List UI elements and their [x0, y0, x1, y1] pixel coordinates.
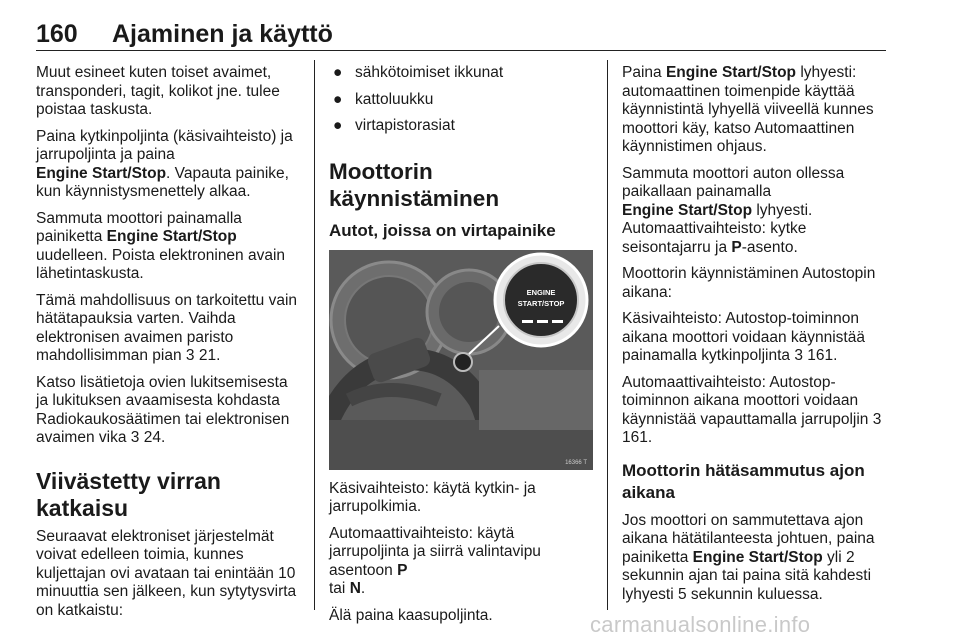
- paragraph: Paina Engine Start/Stop lyhyesti: automaattinen toimenpide käyttää käynnistintä lyhyellä viiveellä kunnes moottori käy, katso Automaattinen käynnistimen ohjaus.: [622, 64, 874, 155]
- dashboard-illustration: [329, 250, 593, 470]
- list-item: ● virtapistorasiat: [333, 117, 455, 134]
- section-heading: Viivästetty virran katkaisu: [36, 467, 221, 521]
- paragraph: Sammuta moottori auton ollessa paikallaan painamalla Engine Start/Stop lyhyesti. Automaattivaihteisto: kytke seisontajarru ja P-asento.: [622, 164, 845, 256]
- paragraph: Automaattivaihteisto: käytä jarrupoljinta ja siirrä valintavipu asentoon P tai N.: [329, 524, 541, 597]
- paragraph: Paina kytkinpoljinta (käsivaihteisto) ja jarrupoljinta ja paina Engine Start/Stop. Vapauta painike, kun käynnistysmenettely alkaa.: [36, 127, 293, 200]
- dashboard-figure: [329, 250, 593, 470]
- paragraph: Käsivaihteisto: käytä kytkin- ja jarrupolkimia.: [329, 479, 536, 515]
- start-stop-label: START/STOP: [517, 298, 565, 308]
- button-name: Engine Start/Stop: [106, 228, 237, 245]
- page-reference-link[interactable]: 3 161.: [622, 410, 882, 446]
- button-name: Engine Start/Stop: [622, 201, 753, 219]
- watermark: carmanualsonline.info: [590, 612, 811, 637]
- header-divider: [36, 50, 886, 51]
- paragraph: Seuraavat elektroniset järjestelmät voivat edelleen toimia, kunnes kuljettajan ovi avataan tai enintään 10 minuuttia sen jälkeen, kun sytytysvirta on katkaistu:: [36, 527, 297, 619]
- paragraph: Moottorin käynnistäminen Autostopin aikana:: [622, 265, 876, 301]
- bullet-icon: ●: [333, 90, 343, 108]
- subsection-heading: Autot, joissa on virtapainike: [329, 220, 556, 240]
- paragraph: Automaattivaihteisto: Autostop-toiminnon aikana moottori voidaan käynnistää vapauttamalla jarrupoljin 3 161.: [622, 373, 882, 446]
- paragraph: Katso lisätietoja ovien lukitsemisesta ja lukituksen avaamisesta kohdasta Radiokaukosäätimen tai elektronisen avaimen vika 3 24.: [36, 373, 290, 446]
- engine-label: ENGINE: [526, 287, 556, 297]
- page-header: [36, 14, 886, 52]
- list-item: ● kattoluukku: [333, 90, 434, 108]
- button-name: Engine Start/Stop: [665, 64, 797, 81]
- bullet-icon: ●: [333, 117, 343, 134]
- page-reference-link[interactable]: 3 161.: [794, 347, 838, 364]
- paragraph: Tämä mahdollisuus on tarkoitettu vain hätätapauksia varten. Vaihda elektronisen avaimen paristo mahdollisimman pian 3 21.: [36, 291, 298, 364]
- figure-id: 16366 T: [565, 459, 587, 466]
- subsection-heading: Moottorin hätäsammutus ajon aikana: [622, 460, 865, 502]
- paragraph: Älä paina kaasupoljinta.: [329, 606, 493, 624]
- paragraph: Käsivaihteisto: Autostop-toiminnon aikana moottori voidaan käynnistää painamalla kytkinpoljinta 3 161.: [622, 310, 865, 364]
- paragraph: Muut esineet kuten toiset avaimet, transponderi, tagit, kolikot jne. tulee poistaa taskusta.: [36, 64, 280, 118]
- bullet-icon: ●: [333, 64, 343, 81]
- middle-column: [329, 64, 593, 633]
- paragraph: Jos moottori on sammutettava ajon aikana hätätilanteesta johtuen, paina painiketta Engine Start/Stop yli 2 sekunnin ajan tai paina sitä kahdesti lyhyesti 5 sekunnin kuluessa.: [622, 511, 875, 603]
- column-divider-1: [314, 60, 315, 610]
- left-column: [36, 64, 302, 628]
- list-item: ● sähkötoimiset ikkunat: [333, 64, 504, 81]
- section-heading: Moottorin käynnistäminen: [329, 158, 500, 211]
- page-reference-link[interactable]: 3 21.: [185, 347, 221, 364]
- button-name: Engine Start/Stop: [692, 548, 823, 566]
- button-name: Engine Start/Stop: [36, 164, 167, 182]
- page-reference-link[interactable]: 3 24.: [130, 429, 166, 446]
- paragraph: Sammuta moottori painamalla painiketta Engine Start/Stop uudelleen. Poista elektroninen avain lähetintaskusta.: [36, 209, 286, 282]
- page-number: 160: [36, 20, 78, 48]
- page-title: Ajaminen ja käyttö: [112, 20, 333, 48]
- right-column: [622, 64, 887, 612]
- column-divider-2: [607, 60, 608, 610]
